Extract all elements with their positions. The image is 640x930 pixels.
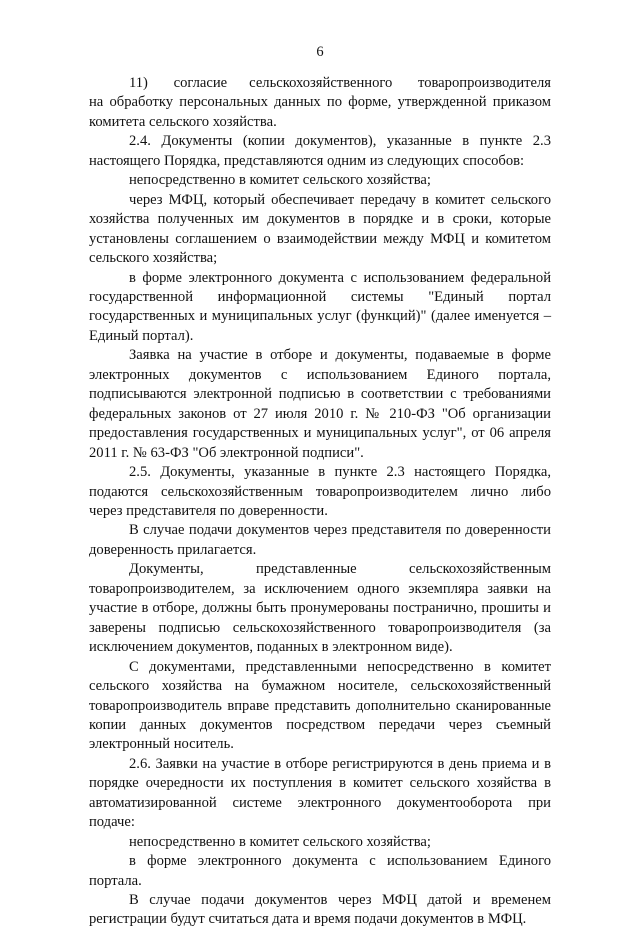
- paragraph-mfc-submission: через МФЦ, который обеспечивает передачу в комитет сельского хозяйства полученных им документов в порядке и в сроки, которые установлены соглашением о взаимодействии между МФЦ и комитетом сельского хозяйства;: [89, 191, 551, 267]
- paragraph-registration-electronic: в форме электронного документа с использованием Единого портала.: [89, 853, 551, 889]
- paragraph-document-binding: Документы, представленные сельскохозяйственным товаропроизводителем, за исключением одного экземпляра заявки на участие в отборе, должны быть пронумерованы постранично, прошиты и заверены подписью сельскохозяйственного товаропроизводителя (за исключением документов, поданных в электронном виде).: [89, 561, 551, 656]
- paragraph-power-of-attorney: В случае подачи документов через представителя по доверенности доверенность прилагается.: [89, 522, 551, 558]
- paragraph-scanned-copies: С документами, представленными непосредственно в комитет сельского хозяйства на бумажном носителе, сельскохозяйственный товаропроизводитель вправе представить дополнительно сканированные копии данных документов посредством передачи через съемный электронный носитель.: [89, 658, 551, 753]
- paragraph-consent: 11) согласие сельскохозяйственного товаропроизводителя на обработку персональных данных по форме, утвержденной приказом комитета сельского хозяйства.: [89, 75, 551, 130]
- paragraph-registration-mfc: В случае подачи документов через МФЦ датой и временем регистрации будут считаться дата и время подачи документов в МФЦ.: [89, 892, 551, 928]
- document-body: [89, 74, 551, 930]
- paragraph-electronic-submission: в форме электронного документа с использованием федеральной государственной информационной системы "Единый портал государственных и муниципальных услуг (функций)" (далее именуется – Единый портал).: [89, 269, 551, 344]
- paragraph-2-4: 2.4. Документы (копии документов), указанные в пункте 2.3 настоящего Порядка, представляются одним из следующих способов:: [89, 133, 551, 169]
- page-number: 6: [316, 44, 324, 60]
- paragraph-direct-submission: непосредственно в комитет сельского хозяйства;: [129, 172, 431, 189]
- paragraph-electronic-signature: Заявка на участие в отборе и документы, подаваемые в форме электронных документов с использованием Единого портала, подписываются электронной подписью в соответствии с требованиями федеральных законов от 27 июля 2010 г. № 210-ФЗ "Об организации предоставления государственных и муниципальных услуг", от 06 апреля 2011 г. № 63-ФЗ "Об электронной подписи".: [89, 347, 551, 461]
- paragraph-2-6: 2.6. Заявки на участие в отборе регистрируются в день приема и в порядке очередности их поступления в комитет сельского хозяйства в автоматизированной системе электронного документооборота при подаче:: [89, 755, 551, 831]
- paragraph-registration-direct: непосредственно в комитет сельского хозяйства;: [129, 833, 431, 850]
- paragraph-2-5: 2.5. Документы, указанные в пункте 2.3 настоящего Порядка, подаются сельскохозяйственным товаропроизводителем лично либо через представителя по доверенности.: [89, 464, 551, 519]
